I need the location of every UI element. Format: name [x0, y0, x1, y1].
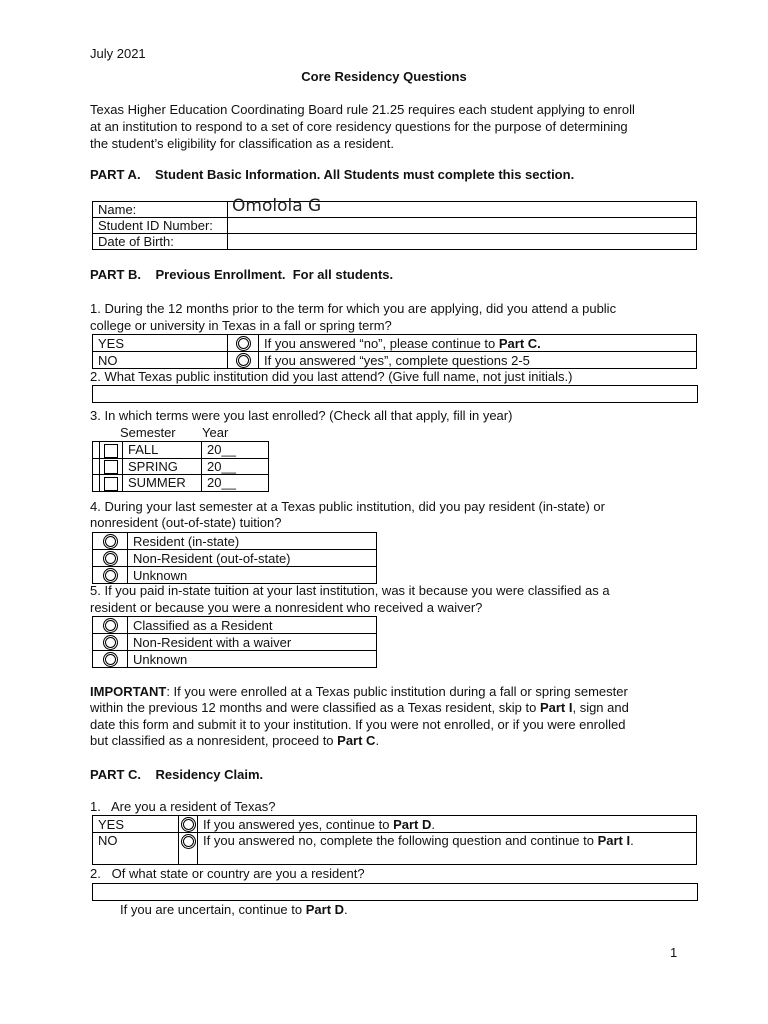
c-no-radio-cell: [179, 833, 198, 865]
part-b-q5-line-2: resident or because you were a nonresident who received a waiver?: [90, 600, 483, 615]
important-line-2: within the previous 12 months and were classified as a Texas resident, skip to Part I, sign and: [90, 700, 629, 715]
terms-table: [92, 441, 269, 492]
fall-year[interactable]: 20__: [202, 442, 269, 459]
c-yes-radio[interactable]: [181, 817, 196, 832]
dob-field[interactable]: [228, 234, 697, 250]
important-line-4: but classified as a nonresident, proceed to Part C.: [90, 733, 380, 748]
classified-option: Classified as a Resident: [128, 617, 377, 634]
last-institution-input[interactable]: [92, 385, 698, 403]
table-row: [93, 567, 377, 584]
spring-checkbox-cell: [100, 458, 123, 475]
part-b-q4-line-1: 4. During your last semester at a Texas public institution, did you pay resident (in-state) or: [90, 499, 605, 514]
table-row: [93, 202, 697, 218]
waiver-table: [92, 616, 377, 668]
spring-checkbox[interactable]: [104, 460, 118, 474]
c-yes-label: YES: [93, 816, 179, 833]
part-a-heading: PART A. Student Basic Information. All Students must complete this section.: [90, 167, 575, 182]
table-row: [93, 234, 697, 250]
classified-radio-cell: [93, 617, 128, 634]
semester-header: Semester: [120, 425, 176, 440]
part-c-q1: 1. Are you a resident of Texas?: [90, 799, 276, 814]
tuition-table: [92, 532, 377, 584]
table-row: [93, 335, 697, 352]
summer-checkbox[interactable]: [104, 477, 118, 491]
yes-radio[interactable]: [236, 336, 251, 351]
part-b-heading: PART B. Previous Enrollment. For all students.: [90, 267, 394, 282]
table-row: [93, 816, 697, 833]
dob-label: Date of Birth:: [93, 234, 228, 250]
c-no-radio[interactable]: [181, 834, 196, 849]
c-no-label: NO: [93, 833, 179, 865]
resident-option: Resident (in-state): [128, 533, 377, 550]
no-radio-cell: [228, 352, 259, 369]
intro-line-3: the student’s eligibility for classification as a resident.: [90, 136, 394, 151]
part-c-q2: 2. Of what state or country are you a resident?: [90, 866, 365, 881]
nonresident-radio-cell: [93, 550, 128, 567]
summer-label: SUMMER: [123, 475, 202, 492]
important-line-1: IMPORTANT: If you were enrolled at a Texas public institution during a fall or spring semester: [90, 684, 628, 699]
table-row: [93, 550, 377, 567]
part-c-q1-table: [92, 815, 697, 865]
unknown-radio[interactable]: [103, 568, 118, 583]
c-yes-instruction: If you answered yes, continue to Part D.: [198, 816, 697, 833]
table-row: [93, 475, 269, 492]
summer-checkbox-cell: [100, 475, 123, 492]
part-b-q1-line-2: college or university in Texas in a fall or spring term?: [90, 318, 392, 333]
part-c-heading: PART C. Residency Claim.: [90, 767, 264, 782]
unknown-radio-cell: [93, 567, 128, 584]
unknown-option: Unknown: [128, 567, 377, 584]
page-title: Core Residency Questions: [301, 69, 467, 84]
no-label: NO: [93, 352, 228, 369]
part-b-q1-line-1: 1. During the 12 months prior to the term for which you are applying, did you attend a public: [90, 301, 617, 316]
part-b-q4-line-2: nonresident (out-of-state) tuition?: [90, 515, 282, 530]
waiver-option: Non-Resident with a waiver: [128, 634, 377, 651]
uncertain-note: If you are uncertain, continue to Part D.: [120, 902, 348, 917]
intro-line-2: at an institution to respond to a set of core residency questions for the purpose of determining: [90, 119, 628, 134]
table-row: [93, 634, 377, 651]
fall-label: FALL: [123, 442, 202, 459]
yes-label: YES: [93, 335, 228, 352]
spring-year[interactable]: 20__: [202, 458, 269, 475]
table-row: [93, 458, 269, 475]
name-label: Name:: [93, 202, 228, 218]
table-row: [93, 218, 697, 234]
table-row: [93, 352, 697, 369]
part-a-table: [92, 201, 697, 250]
summer-year[interactable]: 20__: [202, 475, 269, 492]
nonresident-option: Non-Resident (out-of-state): [128, 550, 377, 567]
c-yes-radio-cell: [179, 816, 198, 833]
fall-checkbox-cell: [100, 442, 123, 459]
unknown2-option: Unknown: [128, 651, 377, 668]
part-b-q3: 3. In which terms were you last enrolled? (Check all that apply, fill in year): [90, 408, 513, 423]
table-row: [93, 442, 269, 459]
table-row: [93, 533, 377, 550]
resident-radio[interactable]: [103, 534, 118, 549]
no-radio[interactable]: [236, 353, 251, 368]
no-instruction: If you answered “yes”, complete questions 2-5: [259, 352, 697, 369]
part-b-q5-line-1: 5. If you paid in-state tuition at your last institution, was it because you were classified as a: [90, 583, 610, 598]
classified-radio[interactable]: [103, 618, 118, 633]
table-row: [93, 651, 377, 668]
unknown2-radio[interactable]: [103, 652, 118, 667]
student-id-field[interactable]: [228, 218, 697, 234]
part-b-q2: 2. What Texas public institution did you last attend? (Give full name, not just initials.): [90, 369, 573, 384]
unknown2-radio-cell: [93, 651, 128, 668]
spring-label: SPRING: [123, 458, 202, 475]
waiver-radio-cell: [93, 634, 128, 651]
waiver-radio[interactable]: [103, 635, 118, 650]
nonresident-radio[interactable]: [103, 551, 118, 566]
resident-radio-cell: [93, 533, 128, 550]
page-number: 1: [670, 945, 678, 960]
intro-line-1: Texas Higher Education Coordinating Board rule 21.25 requires each student applying to enroll: [90, 102, 635, 117]
date-label: July 2021: [90, 46, 146, 61]
yes-instruction: If you answered “no”, please continue to Part C.: [259, 335, 697, 352]
important-line-3: date this form and submit it to your institution. If you were not enrolled, or if you were enrolled: [90, 717, 626, 732]
year-header: Year: [202, 425, 229, 440]
table-row: [93, 617, 377, 634]
yes-radio-cell: [228, 335, 259, 352]
c-no-instruction: If you answered no, complete the following question and continue to Part I.: [198, 833, 697, 865]
table-row: [93, 833, 697, 865]
name-value: Omolola G: [232, 196, 322, 216]
part-b-q1-table: [92, 334, 697, 369]
student-id-label: Student ID Number:: [93, 218, 228, 234]
fall-checkbox[interactable]: [104, 444, 118, 458]
state-country-input[interactable]: [92, 883, 698, 901]
